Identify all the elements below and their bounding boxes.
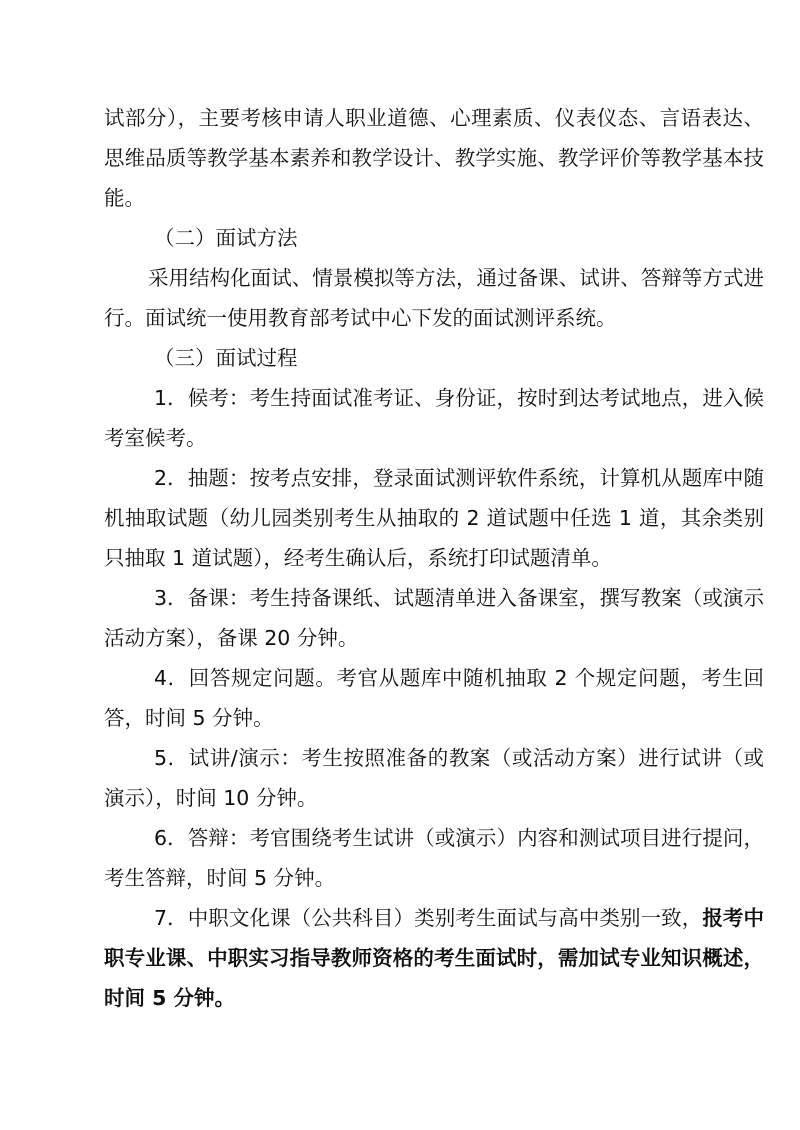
paragraph-interview-content: 试部分），主要考核申请人职业道德、心理素质、仪表仪态、言语表达、思维品质等教学基本素养和教学设计、教学实施、教学评价等教学基本技能。 [104,106,764,210]
step-vocational [104,898,764,1018]
step-draw-questions: 2．抽题：按考点安排，登录面试测评软件系统，计算机从题库中随机抽取试题（幼儿园类别考生从抽取的 2 道试题中任选 1 道，其余类别只抽取 1 道试题），经考生确认后，系统打印试题清单。 [104,466,764,570]
step-defense: 6．答辩：考官围绕考生试讲（或演示）内容和测试项目进行提问，考生答辩，时间 5 分钟。 [104,826,764,890]
step-lesson-prep: 3．备课：考生持备课纸、试题清单进入备课室，撰写教案（或演示活动方案），备课 20 分钟。 [104,586,764,650]
document-body [104,98,764,1018]
step-trial-lecture: 5．试讲/演示：考生按照准备的教案（或活动方案）进行试讲（或演示），时间 10 分钟。 [104,746,764,810]
step-vocational-bold: 报考中职专业课、中职实习指导教师资格的考生面试时，需加试专业知识概述，时间 5 分钟。 [104,906,764,1010]
paragraph-interview-method: 采用结构化面试、情景模拟等方法，通过备课、试讲、答辩等方式进行。面试统一使用教育部考试中心下发的面试测评系统。 [104,266,764,330]
step-waiting: 1．候考：考生持面试准考证、身份证，按时到达考试地点，进入候考室候考。 [104,386,764,450]
heading-interview-method: （二）面试方法 [154,226,298,250]
step-vocational-normal: 7．中职文化课（公共科目）类别考生面试与高中类别一致， [154,906,703,930]
step-answer-questions: 4．回答规定问题。考官从题库中随机抽取 2 个规定问题，考生回答，时间 5 分钟。 [104,666,764,730]
heading-interview-process: （三）面试过程 [154,346,298,370]
